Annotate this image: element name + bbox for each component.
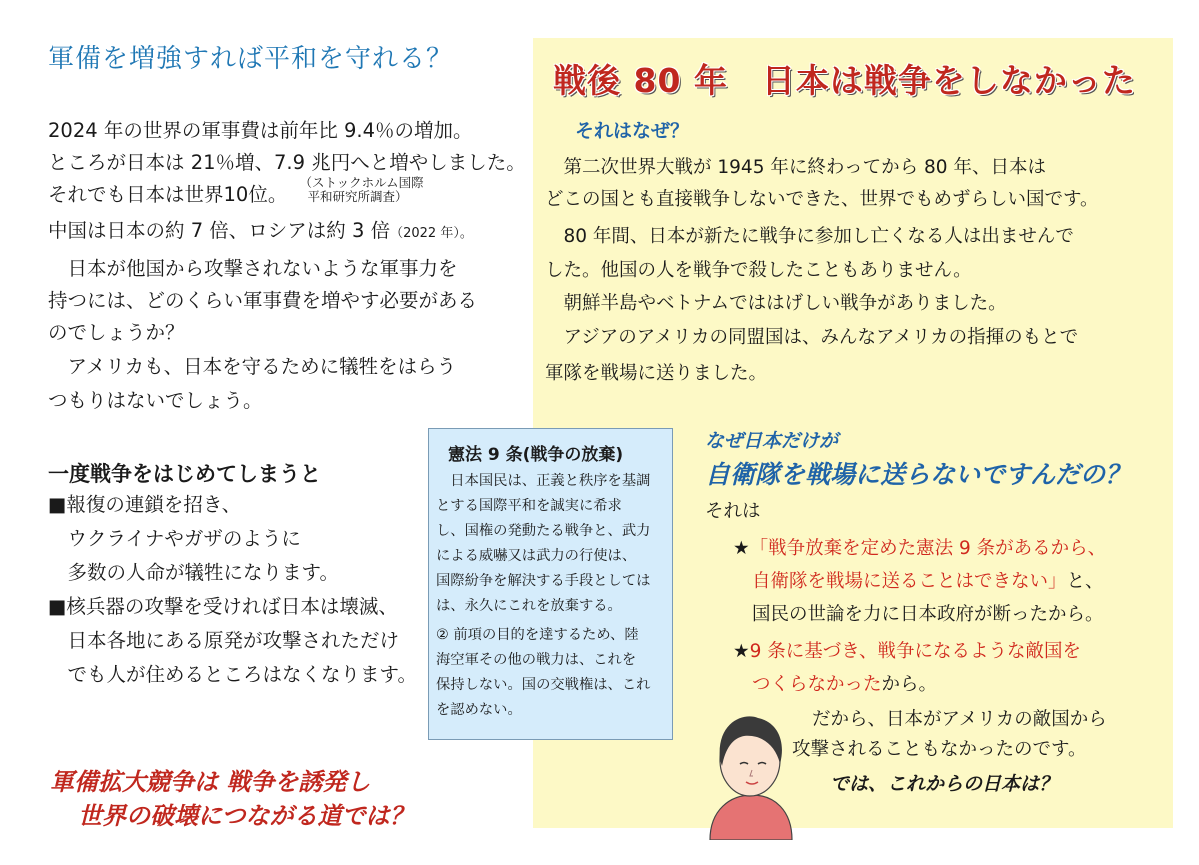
source-note-line1: （ストックホルム国際 bbox=[299, 175, 424, 190]
article9-line: は、永久にこれを放棄する。 bbox=[436, 598, 622, 614]
china-text: 中国は日本の約 7 倍、ロシアは約 3 倍 bbox=[48, 219, 391, 242]
star-icon: ★ bbox=[733, 641, 750, 662]
final-question: では、これからの日本は？ bbox=[830, 773, 1059, 795]
reason1-line3: 国民の世論を力に日本政府が断ったから。 bbox=[752, 604, 1104, 625]
left-para-line: のでしょうか？ bbox=[48, 321, 185, 344]
source-note bbox=[300, 176, 424, 204]
right-why-heading: それはなぜ？ bbox=[575, 120, 690, 142]
article9-line: し、国権の発動たる戦争と、武力 bbox=[436, 523, 651, 539]
left-footer-line1: 軍備拡大競争は 戦争を誘発し bbox=[50, 768, 371, 796]
bullet-line: でも人が住めるところはなくなります。 bbox=[48, 663, 417, 686]
left-footer-line2: 世界の破壊につながる道では？ bbox=[78, 802, 414, 830]
left-subheading: 一度戦争をはじめてしまうと bbox=[48, 462, 321, 486]
right-para-line: した。他国の人を戦争で殺したこともありません。 bbox=[545, 260, 972, 281]
article9-line: 保持しない。国の交戦権は、これ bbox=[436, 677, 651, 693]
left-rank-text: それでも日本は世界10位。 bbox=[48, 183, 288, 206]
source-note-line2: 平和研究所調査） bbox=[307, 189, 408, 204]
right-para-line: 朝鮮半島やベトナムでははげしい戦争がありました。 bbox=[545, 293, 1007, 314]
china-line bbox=[48, 218, 473, 247]
answer-intro: それは bbox=[705, 501, 761, 522]
reason2-line2 bbox=[752, 673, 937, 697]
reason1-red-a: 「戦争放棄を定めた憲法 9 条があるから、 bbox=[749, 538, 1107, 559]
left-para-line: ところが日本は 21％増、7.9 兆円へと増やしました。 bbox=[48, 151, 526, 174]
question-line1: なぜ日本だけが bbox=[705, 430, 839, 452]
reason1-line2 bbox=[752, 570, 1104, 594]
bullet-line: ウクライナやガザのように bbox=[48, 527, 301, 550]
reason2-red-a: 9 条に基づき、戦争になるような敵国を bbox=[749, 641, 1082, 662]
left-para-line: つもりはないでしょう。 bbox=[48, 389, 263, 412]
question-line2: 自衛隊を戦場に送らないですんだの？ bbox=[705, 460, 1131, 489]
conclusion-line1: だから、日本がアメリカの敵国から bbox=[812, 709, 1107, 730]
reason2-black-b: から。 bbox=[881, 674, 938, 695]
reason2-line1 bbox=[733, 640, 1081, 664]
reason1-red-b: 自衛隊を戦場に送ることはできない」 bbox=[752, 571, 1067, 592]
left-para-line: 日本が他国から攻撃されないような軍事力を bbox=[48, 257, 458, 280]
article9-line: とする国際平和を誠実に希求 bbox=[436, 498, 622, 514]
right-para-line: 80 年間、日本が新たに戦争に参加し亡くなる人は出ませんで bbox=[545, 226, 1074, 247]
bullet-line: 多数の人命が犠牲になります。 bbox=[48, 561, 339, 584]
reason1-line1 bbox=[733, 537, 1106, 561]
left-para-line bbox=[48, 175, 424, 208]
left-para-line: 2024 年の世界の軍事費は前年比 9.4％の増加。 bbox=[48, 119, 473, 142]
star-icon: ★ bbox=[733, 538, 750, 559]
conclusion-line2: 攻撃されることもなかったのです。 bbox=[792, 739, 1087, 760]
left-para-line: アメリカも、日本を守るために犠牲をはらう bbox=[48, 355, 457, 378]
article9-line: 国際紛争を解決する手段としては bbox=[436, 573, 651, 589]
article9-line: 海空軍その他の戦力は、これを bbox=[436, 652, 637, 668]
article9-title: 憲法 9 条(戦争の放棄) bbox=[448, 445, 624, 465]
right-para-line: アジアのアメリカの同盟国は、みんなアメリカの指揮のもとで bbox=[545, 327, 1079, 348]
left-title: 軍備を増強すれば平和を守れる？ bbox=[48, 44, 454, 74]
girl-illustration bbox=[700, 700, 800, 840]
bullet-line: ■報復の連鎖を招き、 bbox=[48, 493, 242, 516]
article9-line: による威嚇又は武力の行使は、 bbox=[436, 548, 637, 564]
right-para-line: どこの国とも直接戦争しないできた、世界でもめずらしい国です。 bbox=[545, 189, 1099, 210]
reason2-red-b: つくらなかった bbox=[752, 674, 882, 695]
china-note: （2022 年）。 bbox=[390, 226, 473, 241]
article9-line: ② 前項の目的を達するため、陸 bbox=[436, 627, 639, 643]
bullet-line: ■核兵器の攻撃を受ければ日本は壊滅、 bbox=[48, 595, 398, 618]
reason1-black-b: と、 bbox=[1066, 571, 1104, 592]
right-title: 戦後 80 年 日本は戦争をしなかった bbox=[553, 61, 1136, 100]
left-para-line: 持つには、どのくらい軍事費を増やす必要がある bbox=[48, 289, 478, 312]
right-para-line: 第二次世界大戦が 1945 年に終わってから 80 年、日本は bbox=[545, 157, 1046, 178]
article9-line: を認めない。 bbox=[436, 702, 522, 718]
bullet-line: 日本各地にある原発が攻撃されただけ bbox=[48, 629, 400, 652]
right-para-line: 軍隊を戦場に送りました。 bbox=[545, 363, 768, 384]
article9-line: 日本国民は、正義と秩序を基調 bbox=[436, 473, 651, 489]
